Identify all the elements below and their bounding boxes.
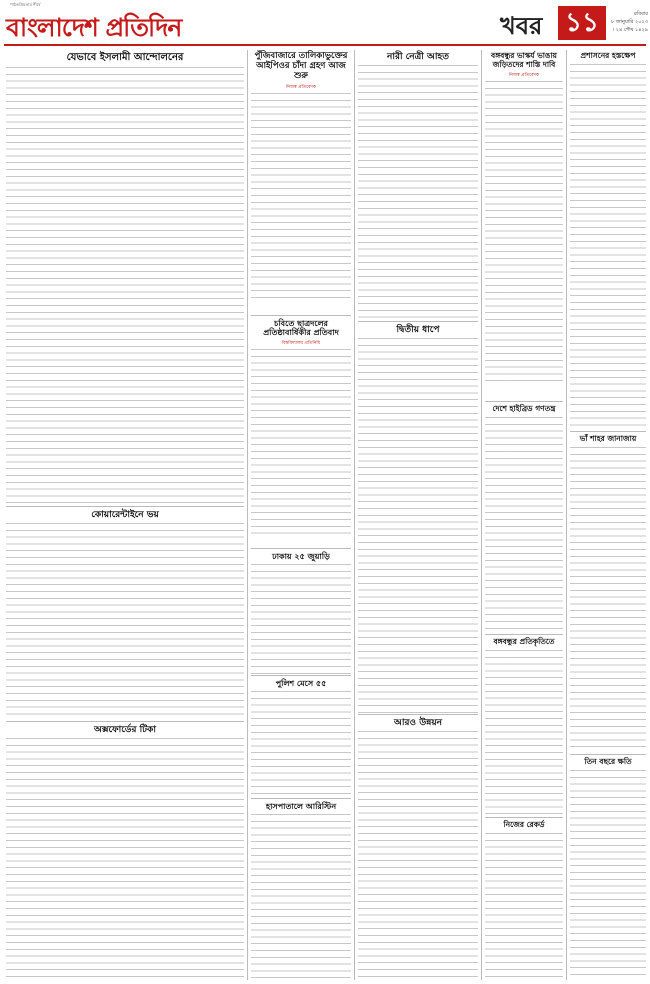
byline: বিশ্ববিদ্যালয় প্রতিনিধি xyxy=(281,341,321,347)
article-body xyxy=(485,417,563,632)
article-second-phase xyxy=(358,323,478,713)
issue-date-text: ৮ জানুয়ারি ২০২৩ । ২৪ পৌষ ১৪২৯ xyxy=(611,19,648,33)
headline: বঙ্গবন্ধুর প্রতিকৃতিতে xyxy=(493,637,555,646)
headline: ভাঁ শাহর জানাজায় xyxy=(579,434,637,443)
article-chattogram-university xyxy=(251,317,351,547)
section-title: খবর xyxy=(500,11,543,40)
headline: যেভাবে ইসলামী আন্দোলনের xyxy=(66,52,184,63)
column-rule xyxy=(481,50,482,980)
divider xyxy=(251,798,351,799)
article-body xyxy=(251,349,351,534)
headline: তিন বছরে ক্ষতি xyxy=(584,757,632,766)
article-hospital xyxy=(251,800,351,980)
byline: নিজস্ব প্রতিবেদক xyxy=(508,73,540,79)
divider xyxy=(485,634,563,635)
article-police-mess xyxy=(251,677,351,797)
article-body xyxy=(570,447,646,752)
divider xyxy=(485,817,563,818)
article-janaza xyxy=(570,433,646,753)
article-body xyxy=(485,81,563,381)
divider xyxy=(6,721,244,722)
divider xyxy=(358,714,478,715)
divider xyxy=(358,321,478,322)
article-body xyxy=(251,564,351,674)
divider xyxy=(251,548,351,549)
article-portrait xyxy=(485,636,563,816)
headline: নারী নেত্রী আহত xyxy=(387,52,449,62)
article-body xyxy=(251,814,351,979)
divider xyxy=(251,315,351,316)
headline: অক্সফোর্ডের টিকা xyxy=(94,725,156,735)
newspaper-logo: বাংলাদেশ প্রতিদিন xyxy=(6,13,182,42)
article-more-development xyxy=(358,716,478,980)
article-oxford-vaccine xyxy=(6,723,244,981)
headline: প্রশাসনের হস্তক্ষেপ xyxy=(580,51,636,60)
article-body xyxy=(6,523,244,718)
masthead xyxy=(0,0,650,46)
headline: পুলিশ মেসে ৫৫ xyxy=(275,678,327,688)
article-sculpture xyxy=(485,50,563,400)
article-body xyxy=(6,67,244,506)
divider xyxy=(6,506,244,507)
article-hybrid-democracy xyxy=(485,403,563,633)
article-body xyxy=(251,691,351,796)
headline: চবিতে ছাত্রদলের প্রতিষ্ঠাবার্ষিকীর প্রতিবাদ xyxy=(263,318,339,338)
column-rule xyxy=(566,50,567,980)
byline: নিজস্ব প্রতিবেদক xyxy=(285,85,317,91)
headline: কোয়ারেন্টাইনে ভয় xyxy=(91,510,159,520)
headline: হাসপাতালে আরিস্টিন xyxy=(265,801,337,811)
headline: দ্বিতীয় ধাপে xyxy=(396,325,440,335)
article-quarantine xyxy=(6,508,244,720)
headline: দেশে হাইব্রিড গণতন্ত্র xyxy=(492,404,556,413)
headline: ঢাকায় ২৫ জুয়াড়ি xyxy=(272,551,330,561)
masthead-rule xyxy=(4,44,646,46)
article-body xyxy=(6,738,244,980)
article-body xyxy=(358,338,478,713)
article-own-record xyxy=(485,819,563,981)
issue-day: রবিবার xyxy=(634,11,648,17)
issue-date xyxy=(610,10,648,34)
divider xyxy=(251,675,351,676)
article-three-years xyxy=(570,756,646,981)
divider xyxy=(570,754,646,755)
headline: নিজের রেকর্ড xyxy=(503,820,545,829)
tagline: পাঠকপ্রিয়তায় শীর্ষে xyxy=(10,2,41,7)
article-body xyxy=(358,65,478,320)
article-body xyxy=(485,833,563,981)
divider xyxy=(485,401,563,402)
page-number: ১১ xyxy=(558,6,606,40)
article-body xyxy=(485,650,563,815)
headline: আরও উন্নয়ন xyxy=(393,718,443,728)
article-women-leader xyxy=(358,50,478,320)
divider xyxy=(570,431,646,432)
column-rule xyxy=(354,50,355,980)
column-rule xyxy=(247,50,248,980)
headline: বঙ্গবন্ধুর ভাস্কর্য ভাঙায় জড়িতদের শাস্তি দাবি xyxy=(491,51,557,69)
article-admin-interference xyxy=(570,50,646,430)
article-body xyxy=(358,731,478,980)
article-body xyxy=(570,64,646,429)
article-islami-andolon xyxy=(6,50,244,505)
article-gamblers xyxy=(251,550,351,674)
article-body xyxy=(570,770,646,980)
article-body xyxy=(251,93,351,303)
headline: পুঁজিবাজারে তালিকাভুক্তের আইপিওর চাঁদা গ্রহণ আজ শুরু xyxy=(254,51,348,81)
article-share-market xyxy=(251,50,351,314)
